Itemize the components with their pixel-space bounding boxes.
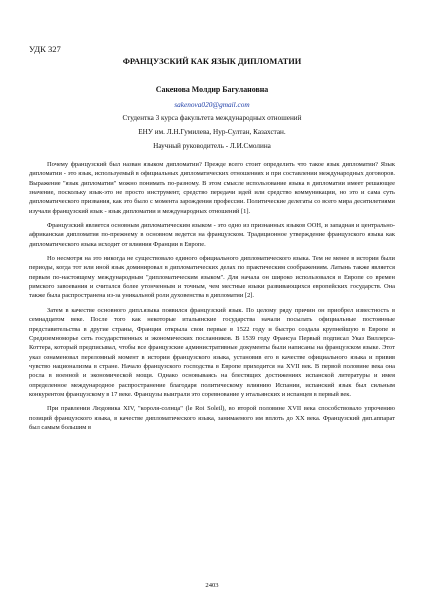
- paragraph: Почему французский был назван языком дипломатии? Прежде всего стоит определить что такое язык дипломатии? Язык дипломатии - это язык, используемый в официальных дипломатических отношениях и при составлении международных договоров. Выражение "язык дипломатии" можно понимать по-разному. В этом смысле использование языка в дипломатии имеет решающее значение, поскольку язык-это не просто инструмент, средство передачи идей или средство коммуникации, но это и сама суть дипломатического призвания, как это было с момента зарождения профессии. Политические делегаты со всего мира десятилетиями изучали французский язык - язык дипломатии и международных отношений [1].: [29, 161, 395, 215]
- udk-code: УДК 327: [29, 44, 61, 54]
- paragraph: Французский является основным дипломатическим языком - это одно из признанных языков ООН, и западная и центрально-африканская дипломатия по-прежнему в основном ведется на французском. Традиционное утверждение французского языка как дипломатического языка исходит от влияния Франции в Европе.: [29, 222, 395, 248]
- paragraph: При правлении Людовика XIV, "короля-солнца" (le Roi Soleil), во второй половине XVII века способствовало упрочению позиций французского языка, в качестве дипломатического языка, занимаемого им вплоть до XX века. Французский дип.аппарат был самым большим в: [29, 405, 395, 431]
- affiliation-line-2: ЕНУ им. Л.Н.Гумилева, Нур-Султан, Казахстан.: [138, 128, 286, 136]
- paragraph: Затем в качестве основного дипл.языка появился французский язык. По целому ряду причин он приобрел известность в семнадцатом веке. После того как некоторые итальянские государства начали посылать официальные постоянные представительства в другие страны, Франция открыла свои первые в 1522 году и быстро создала крупнейшую в Европе и Средиземноморье сеть государственных и экономических посланников. В 1539 году Франсуа Первый подписал Указ Виллерса-Коттерa, который предписывал, чтобы все французские административные документы были написаны на французском языке. Этот указ ознаменовал переломный момент в истории французского языка, установив его в качестве официального языка и привив чувство национализма в стране. Начало французского господства в Европе приходится на XVII век. В первой половине века она росла в военной и экономической мощи. Однако основываясь на блестящих достижениях испанской литературы и имея определенное международное распространение благодаря политическому влиянию Испании, испанский язык был сильным конкурентом французскому в 17 веке. Французы выиграли это соревнование у итальянских и испанцев в первый век.: [29, 306, 395, 398]
- author-email[interactable]: sakenova020@gmail.com: [174, 100, 250, 109]
- affiliation-line-1: Студентка 3 курса факультета международных отношений: [122, 114, 302, 122]
- article-title: ФРАНЦУЗСКИЙ КАК ЯЗЫК ДИПЛОМАТИИ: [122, 57, 302, 66]
- page-number: 2403: [205, 582, 219, 589]
- paragraph: Но несмотря на это никогда не существовало единого официального дипломатического языка. Тем не менее в истории были периоды, когда тот или иной язык доминировал в дипломатических делах по практическим соображениям. Латынь также является первым по-настоящему международным "дипломатическим языком". Для начала он широко использовался в Европе со времен римского завоевания и считался более утонченным и точным, чем местные языки развивающихся европейских государств. Она также была распространена из-за уникальной роли духовенства в дипломатии [2].: [29, 255, 395, 300]
- author-name: Сакенова Молдир Багулановна: [155, 85, 269, 94]
- article-body: [29, 160, 395, 578]
- supervisor-line: Научный руководитель - Л.И.Смолина: [153, 142, 271, 150]
